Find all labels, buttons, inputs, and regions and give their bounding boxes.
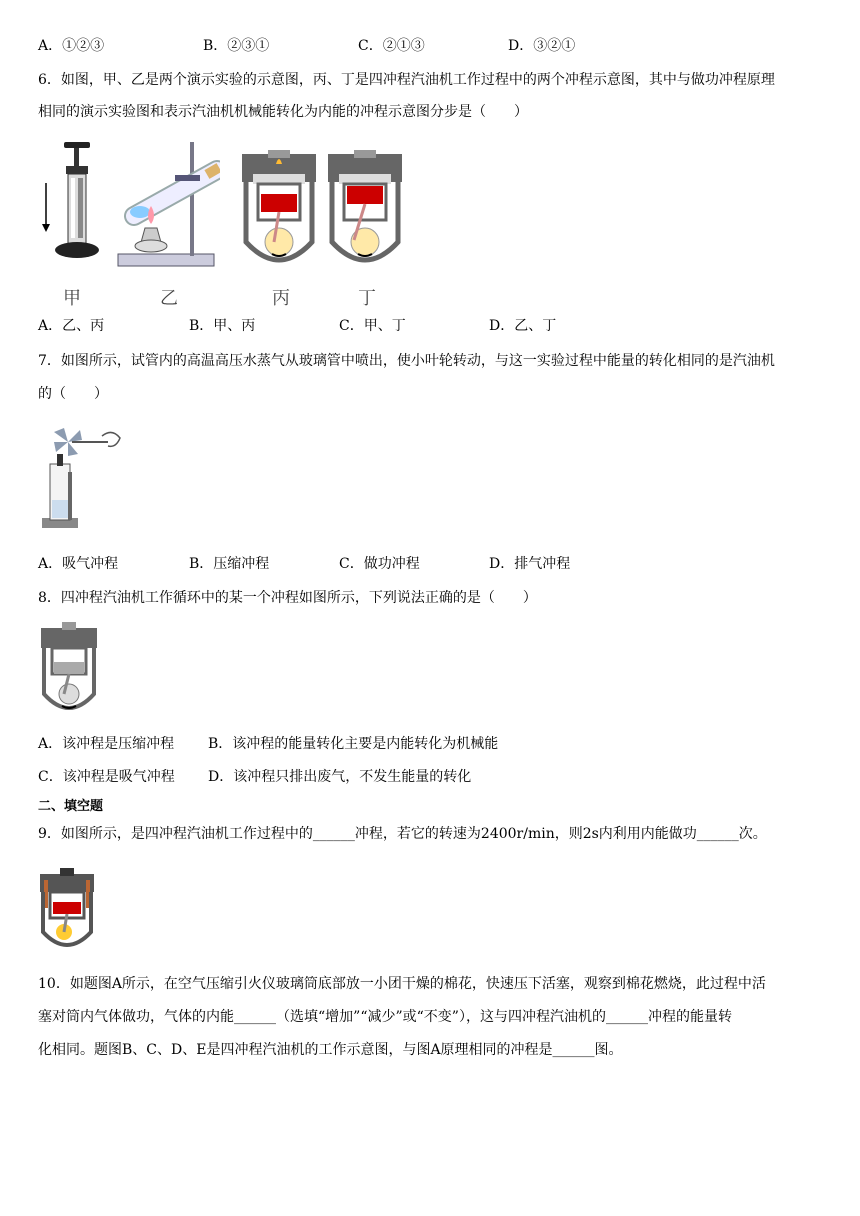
engine-stroke-figure-ding (324, 150, 406, 272)
q5-option-c: C．②①③ (358, 38, 425, 54)
q7-stem-line1: 7．如图所示，试管内的高温高压水蒸气从玻璃管中喷出，使小叶轮转动，与这一实验过程中能量的转化相同的是汽油机 (38, 353, 775, 369)
q7-option-b: B．压缩冲程 (189, 556, 270, 572)
section-heading: 二、填空题 (38, 799, 104, 814)
q10-line2: 塞对筒内气体做功，气体的内能______（选填“增加”“减少”或“不变”），这与四冲程汽油机的______冲程的能量转 (38, 1009, 732, 1025)
figure-label-jia: 甲 (63, 288, 81, 309)
q5-option-d: D．③②① (508, 38, 576, 54)
q5-option-b: B．②③① (203, 38, 270, 54)
q7-option-a: A．吸气冲程 (38, 556, 119, 572)
q9-stem: 9．如图所示，是四冲程汽油机工作过程中的______冲程，若它的转速为2400r/min，则2s内利用内能做功______次。 (38, 826, 767, 842)
q8-option-d: D．该冲程只排出废气，不发生能量的转化 (208, 769, 472, 785)
q5-option-a: A．①②③ (38, 38, 105, 54)
q7-option-d: D．排气冲程 (489, 556, 571, 572)
engine-stroke-figure-q8 (38, 622, 100, 722)
q10-line1: 10．如题图A所示，在空气压缩引火仪玻璃筒底部放一小团干燥的棉花，快速压下活塞，观察到棉花燃烧，此过程中活 (38, 976, 766, 992)
q6-stem-line1: 6．如图，甲、乙是两个演示实验的示意图，丙、丁是四冲程汽油机工作过程中的两个冲程示意图，其中与做功冲程原理 (38, 72, 775, 88)
engine-stroke-figure-q9 (38, 868, 96, 954)
q6-option-d: D．乙、丁 (489, 318, 557, 334)
steam-pinwheel-figure (38, 420, 128, 532)
figure-label-ding: 丁 (358, 288, 376, 309)
q10-line3: 化相同。题图B、C、D、E是四冲程汽油机的工作示意图，与图A原理相同的冲程是______图。 (38, 1042, 623, 1058)
q8-option-b: B．该冲程的能量转化主要是内能转化为机械能 (208, 736, 499, 752)
air-compression-pump-figure (38, 138, 108, 268)
figure-label-yi: 乙 (160, 288, 178, 309)
q6-option-a: A．乙、丙 (38, 318, 105, 334)
q8-option-a: A．该冲程是压缩冲程 (38, 736, 175, 752)
q7-stem-line2: 的（ ） (38, 386, 108, 402)
q8-option-c: C．该冲程是吸气冲程 (38, 769, 175, 785)
q6-option-b: B．甲、丙 (189, 318, 256, 334)
q6-option-c: C．甲、丁 (339, 318, 406, 334)
q6-stem-line2: 相同的演示实验图和表示汽油机机械能转化为内能的冲程示意图分步是（ ） (38, 104, 528, 120)
q8-stem: 8．四冲程汽油机工作循环中的某一个冲程如图所示，下列说法正确的是（ ） (38, 590, 537, 606)
engine-stroke-figure-bing (238, 150, 320, 272)
figure-label-bing: 丙 (272, 288, 290, 309)
q7-option-c: C．做功冲程 (339, 556, 420, 572)
test-tube-heating-figure (112, 136, 220, 271)
